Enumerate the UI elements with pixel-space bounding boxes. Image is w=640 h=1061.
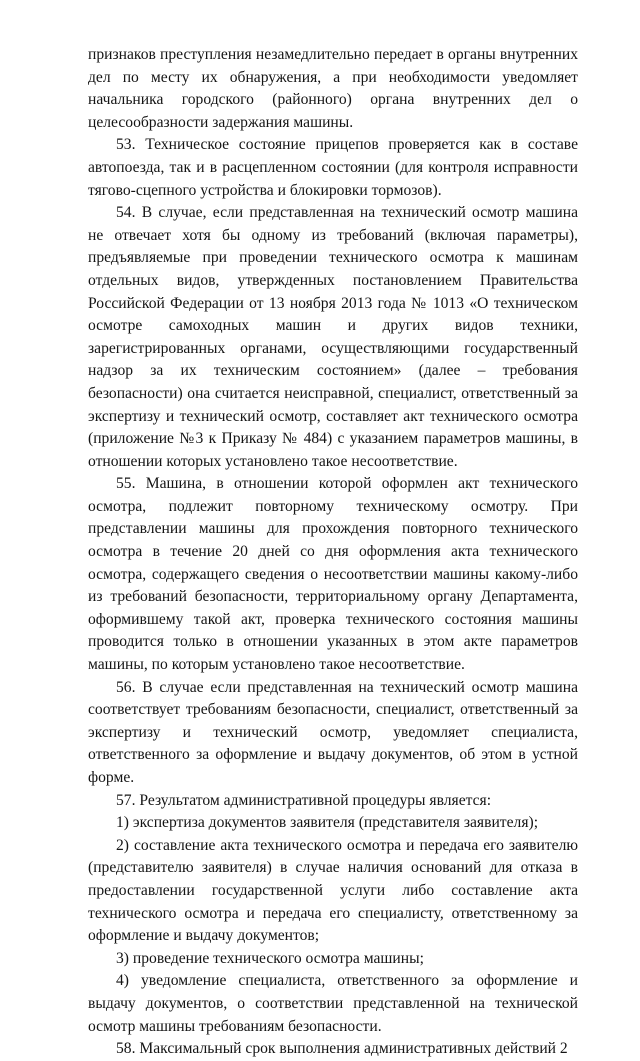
paragraph-57: 57. Результатом административной процедуры является: (116, 791, 492, 809)
paragraph-56: 56. В случае если представленная на технический осмотр машина соответствует требованиям безопасности, специалист, ответственный за экспертизу и технический осмотр, уведомляет специалиста, ответственного за оформление и выдачу документов, об этом в устной форме. (88, 678, 578, 786)
paragraph-53: 53. Техническое состояние прицепов проверяется как в составе автопоезда, так и в расцепленном состоянии (для контроля исправности тягово-сцепного устройства и блокировки тормозов). (88, 136, 578, 199)
list-item-3: 3) проведение технического осмотра машины; (116, 949, 424, 967)
paragraph-continuation: признаков преступления незамедлительно передает в органы внутренних дел по месту их обнаружения, а при необходимости уведомляет начальника городского (районного) органа внутренних дел о целесообразности задержания машины. (88, 46, 578, 131)
paragraph-55: 55. Машина, в отношении которой оформлен акт технического осмотра, подлежит повторному техническому осмотру. При представлении машины для прохождения повторного технического осмотра в течение 20 дней со дня оформления акта технического осмотра, содержащего сведения о несоответствии машины какому-либо из требований безопасности, территориальному органу Департамента, оформившему такой акт, проверка технического состояния машины проводится только в отношении указанных в этом акте параметров машины, по которым установлено такое несоответствие. (88, 475, 578, 674)
paragraph-54: 54. В случае, если представленная на технический осмотр машина не отвечает хотя бы одному из требований (включая параметры), предъявляемые при проведении технического осмотра к машинам отдельных видов, утвержденных постановлением Правительства Российской Федерации от 13 ноября 2013 года № 1013 «О техническом осмотре самоходных машин и других видов техники, зарегистрированных органами, осуществляющими государственный надзор за их техническим состоянием» (далее – требования безопасности) она считается неисправной, специалист, ответственный за экспертизу и технический осмотр, составляет акт технического осмотра (приложение №3 к Приказу № 484) с указанием параметров машины, в отношении которых установлено такое несоответствие. (88, 204, 578, 470)
document-body (88, 44, 578, 1061)
list-item-4: 4) уведомление специалиста, ответственного за оформление и выдачу документов, о соответствии представленной на технической осмотр машины требованиям безопасности. (88, 972, 578, 1035)
paragraph-58: 58. Максимальный срок выполнения административных действий 2 (116, 1040, 568, 1058)
list-item-2: 2) составление акта технического осмотра и передача его заявителю (представителю заявителя) в случае наличия оснований для отказа в предоставлении государственной услуги либо составление акта технического осмотра и передача его специалисту, ответственному за оформление и выдачу документов; (88, 836, 578, 945)
list-item-1: 1) экспертиза документов заявителя (представителя заявителя); (116, 814, 539, 832)
